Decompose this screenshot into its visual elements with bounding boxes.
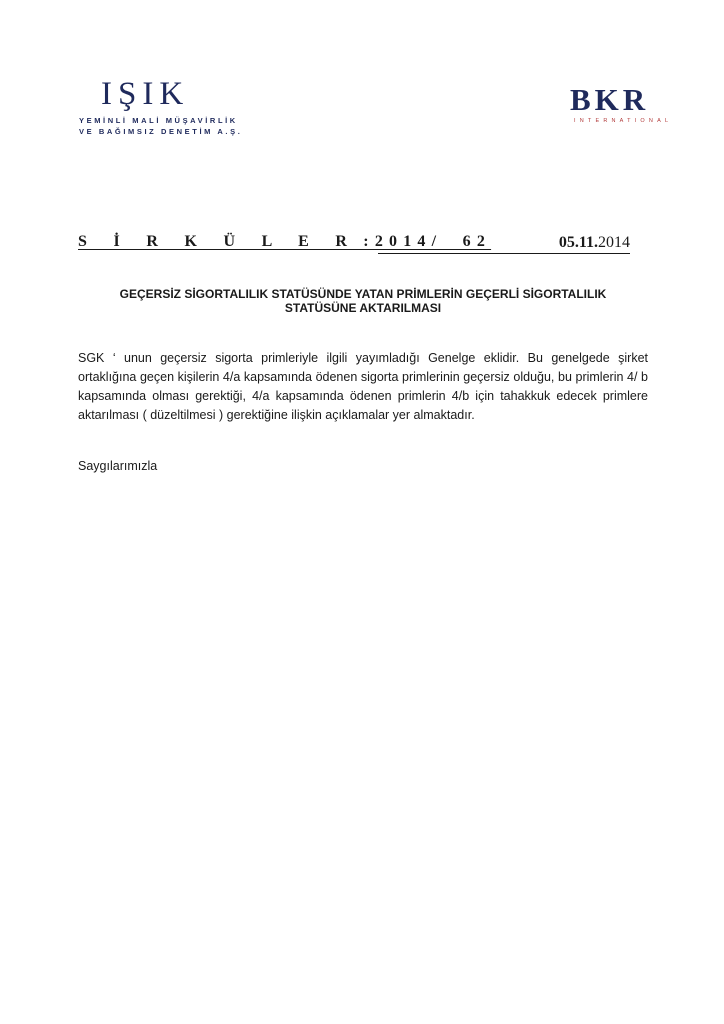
bkr-logo [570,84,672,124]
closing-salutation: Saygılarımızla [78,459,158,473]
document-heading [78,287,648,315]
bkr-logo-wordmark: BKR [570,82,650,117]
heading-line-1: GEÇERSİZ SİGORTALILIK STATÜSÜNDE YATAN PRİMLERİN GEÇERLİ SİGORTALILIK [119,287,607,301]
bkr-logo-tagline: INTERNATIONAL [574,118,673,124]
circular-date [559,234,630,252]
circular-number: S İ R K Ü L E R :2014/ 62 [78,233,492,250]
isik-logo [79,76,243,137]
circular-underline [378,253,630,254]
circular-date-year: 2014 [598,234,630,251]
isik-logo-tagline-1: YEMİNLİ MALİ MÜŞAVİRLİK [79,116,238,125]
isik-logo-tagline-2: VE BAĞIMSIZ DENETİM A.Ş. [79,127,243,136]
body-paragraph: SGK ‘ unun geçersiz sigorta primleriyle ilgili yayımladığı Genelge eklidir. Bu genelgede şirket ortaklığına geçen kişilerin 4/a kapsamında ödenen sigorta primlerinin geçersiz olduğu, bu primlerin 4/ b kapsamında olması gerektiği, 4/a kapsamında ödenen primlerin 4/b için tahakkuk edecek primlere aktarılması ( düzeltilmesi ) gerektiğine ilişkin açıklamalar yer almaktadır. [78,351,648,422]
isik-logo-wordmark: IŞIK [101,76,190,112]
circular-date-day-month: 05.11. [558,234,598,251]
circular-header [78,233,630,257]
heading-line-2: STATÜSÜNE AKTARILMASI [284,301,442,315]
